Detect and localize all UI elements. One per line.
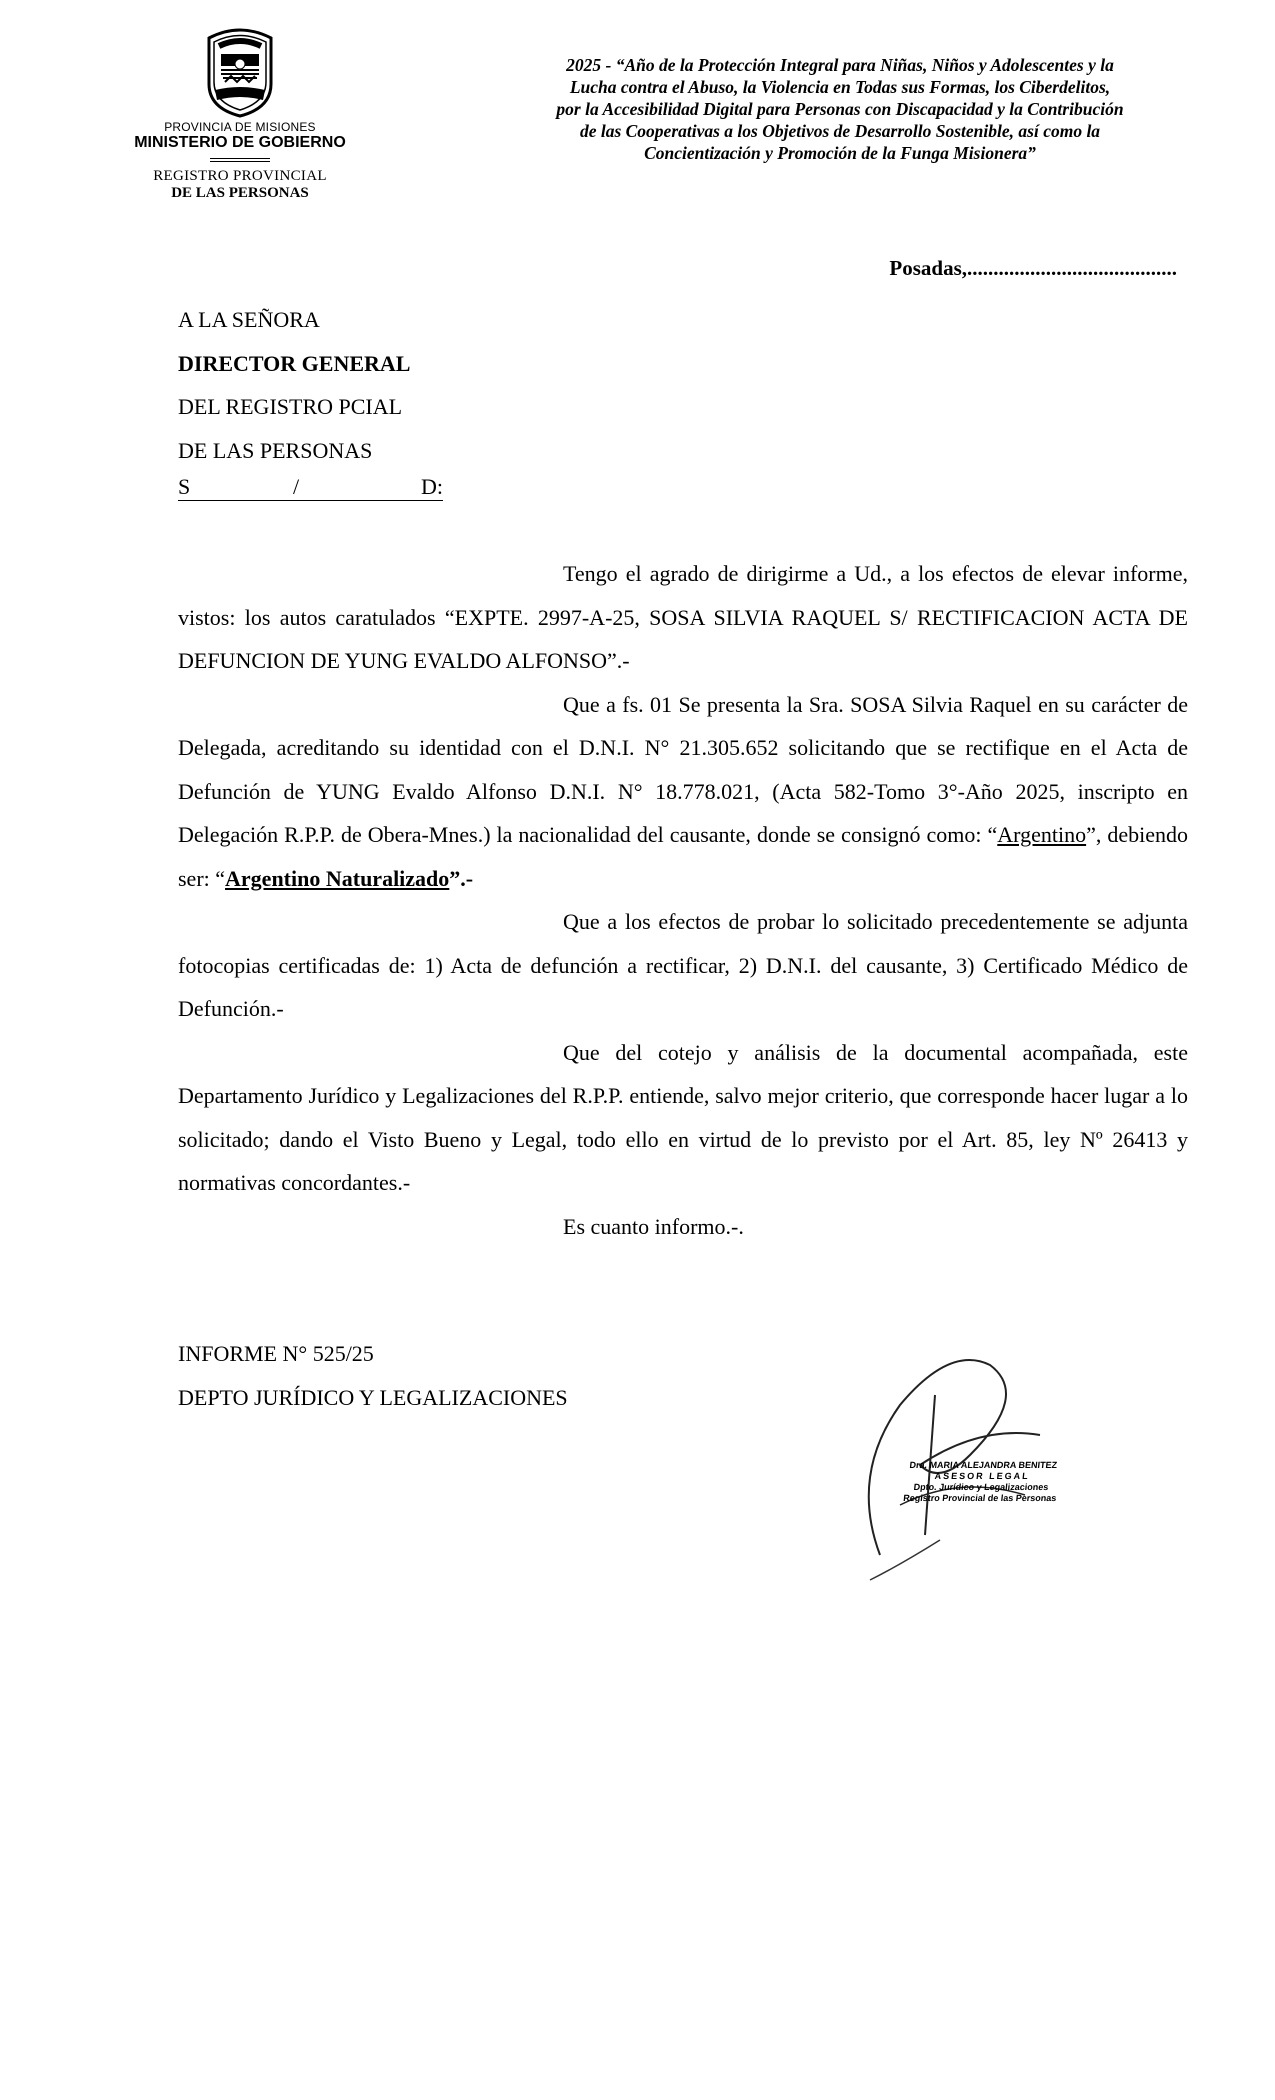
wrong-nationality: Argentino [997,822,1087,847]
province-name: PROVINCIA DE MISIONES [164,120,316,134]
stamp-line: Dpto. Jurídico y Legalizaciones [913,1482,1049,1492]
sd-line [178,472,443,516]
report-footer [178,1332,568,1419]
addressee-block [178,298,443,516]
motto-line: por la Accesibilidad Digital para Personas con Discapacidad y la Contribución [556,99,1124,119]
motto-line: Lucha contra el Abuso, la Violencia en Todas sus Formas, los Ciberdelitos, [569,77,1111,97]
sd-slash: / [293,474,300,499]
year-motto [490,54,1190,164]
stamp-line: Dra. MARIA ALEJANDRA BENITEZ [909,1460,1058,1470]
addressee-line: A LA SEÑORA [178,307,320,332]
department-name: DEPTO JURÍDICO Y LEGALIZACIONES [178,1384,568,1410]
registry-name-line1: REGISTRO PROVINCIAL [153,168,327,184]
signature-stamp [903,1460,1061,1504]
place-date: Posadas,........................................ [889,256,1177,280]
stamp-line: Registro Provincial de las Personas [902,1493,1057,1503]
sd-underline [178,474,443,501]
body-paragraph: Que del cotejo y análisis de la documental acompañada, este Departamento Jurídico y Legalizaciones del R.P.P. entiende, salvo mejor criterio, que corresponde hacer lugar a lo solicitado; dando el Visto Bueno y Legal, todo ello en virtud de lo previsto por el Art. 85, ley Nº 26413 y normativas concordantes.- [178,1039,1188,1195]
body-paragraph: Que a los efectos de probar lo solicitado precedentemente se adjunta fotocopias certificadas de: 1) Acta de defunción a rectificar, 2) D.N.I. del causante, 3) Certificado Médico de Defunción.- [178,909,1188,1021]
report-body [178,552,1188,1248]
report-number: INFORME N° 525/25 [178,1341,374,1366]
ministry-name: MINISTERIO DE GOBIERNO [134,134,346,151]
motto-line: Concientización y Promoción de la Funga Misionera” [644,143,1036,163]
sd-d: D: [421,474,443,499]
registry-name-line2: DE LAS PERSONAS [171,185,309,201]
addressee-title: DIRECTOR GENERAL [178,350,411,376]
motto-line: 2025 - “Año de la Protección Integral para Niñas, Niños y Adolescentes y la [566,55,1114,75]
text-run: Que a fs. 01 Se presenta la Sra. SOSA Silvia Raquel en su carácter de Delegada, acreditando su identidad con el D.N.I. N° 21.305.652 solicitando que se rectifique en el Acta de Defunción de YUNG Evaldo Alfonso D.N.I. N° 18.778.021, (Acta 582-Tomo 3°-Año 2025, inscripto en Delegación R.P.P. de Obera-Mnes.) la nacionalidad del causante, donde se consignó como: “ [178,691,1188,847]
body-paragraph: Tengo el agrado de dirigirme a Ud., a los efectos de elevar informe, vistos: los autos caratulados “EXPTE. 2997-A-25, SOSA SILVIA RAQUEL S/ RECTIFICACION ACTA DE DEFUNCION DE YUNG EVALDO ALFONSO”.- [178,561,1188,673]
letterhead [110,24,370,202]
text-run: ”, debiendo ser: “ [178,822,1189,891]
body-paragraph [178,683,1188,901]
text-run: ”.- [449,865,474,891]
motto-line: de las Cooperativas a los Objetivos de Desarrollo Sostenible, así como la [579,121,1101,141]
sd-s: S [178,474,191,499]
stamp-line: ASESOR LEGAL [934,1471,1031,1481]
addressee-line: DEL REGISTRO PCIAL [178,394,403,419]
addressee-line: DE LAS PERSONAS [178,437,373,463]
correct-nationality: Argentino Naturalizado [225,865,450,891]
provincial-seal-icon [201,24,279,118]
closing-line: Es cuanto informo.-. [563,1213,744,1239]
divider [210,158,270,162]
